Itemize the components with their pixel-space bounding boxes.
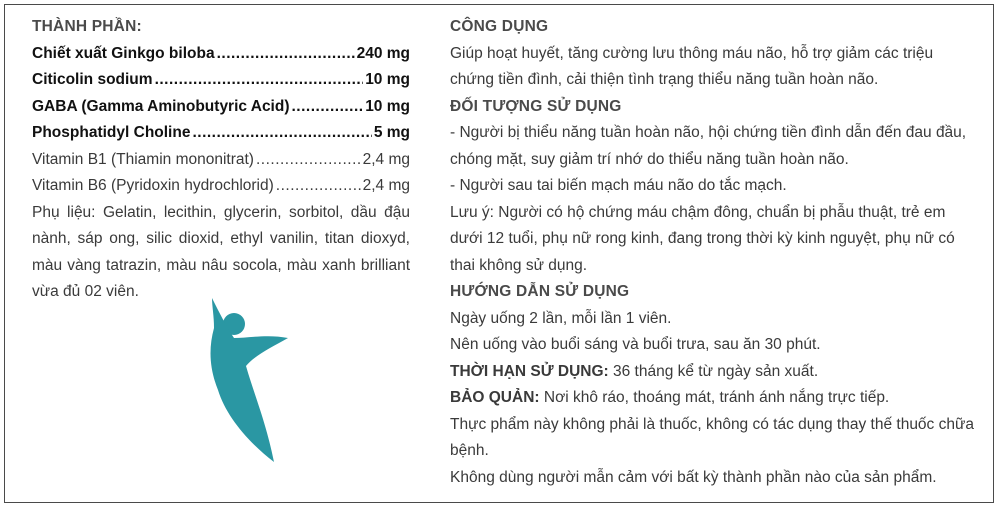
ingredients-column: [32, 14, 410, 306]
shelf-life-value: 36 tháng kể từ ngày sản xuất.: [608, 362, 819, 380]
human-figure-icon: [198, 290, 290, 468]
ingredient-amount: 10 mg: [365, 71, 410, 88]
ingredient-amount: 10 mg: [365, 97, 410, 115]
shelf-life: [450, 359, 980, 386]
ingredient-name: Chiết xuất Ginkgo biloba: [32, 44, 215, 62]
shelf-life-label: THỜI HẠN SỬ DỤNG:: [450, 362, 609, 380]
disclaimer: Không dùng người mẫn cảm với bất kỳ thành phần nào của sản phẩm.: [450, 468, 937, 486]
target-heading: ĐỐI TƯỢNG SỬ DỤNG: [450, 97, 622, 115]
dot-leader: [155, 67, 364, 94]
storage: [450, 385, 980, 412]
ingredient-row: [32, 120, 410, 147]
ingredient-name: Citicolin sodium: [32, 71, 153, 88]
dot-leader: [192, 120, 371, 147]
target-item: - Người bị thiểu năng tuần hoàn não, hội chứng tiền đình dẫn đến đau đầu, chóng mặt, suy giảm trí nhớ do thiểu năng tuần hoàn não.: [450, 124, 967, 168]
ingredient-row: [32, 173, 410, 200]
ingredients-heading: THÀNH PHẦN:: [32, 18, 142, 35]
ingredient-amount: 240 mg: [356, 44, 410, 62]
ingredient-amount: 2,4 mg: [362, 150, 410, 168]
storage-label: BẢO QUẢN:: [450, 389, 540, 406]
figure-body: [211, 298, 288, 462]
directions-line: Nên uống vào buổi sáng và buổi trưa, sau ăn 30 phút.: [450, 336, 821, 353]
ingredient-name: Phosphatidyl Choline: [32, 124, 191, 141]
info-column: [450, 14, 980, 491]
ingredient-name: Vitamin B1 (Thiamin mononitrat): [32, 150, 254, 168]
directions-line: Ngày uống 2 lần, mỗi lần 1 viên.: [450, 309, 672, 327]
excipients-text: Phụ liệu: Gelatin, lecithin, glycerin, sorbitol, dầu đậu nành, sáp ong, silic dioxid, ethyl vanilin, titan dioxyd, màu vàng tatrazin, màu nâu socola, màu xanh brilliant vừa đủ 02 viên.: [32, 203, 410, 300]
target-note: Lưu ý: Người có hộ chứng máu chậm đông, chuẩn bị phẫu thuật, trẻ em dưới 12 tuổi, phụ nữ rong kinh, đang trong thời kỳ kinh nguyệt, phụ nữ có thai không sử dụng.: [450, 203, 955, 274]
ingredient-row: [32, 94, 410, 121]
dot-leader: [276, 173, 361, 200]
dot-leader: [217, 41, 355, 68]
directions-heading: HƯỚNG DẪN SỬ DỤNG: [450, 283, 630, 300]
storage-value: Nơi khô ráo, thoáng mát, tránh ánh nắng trực tiếp.: [539, 389, 890, 406]
uses-heading: CÔNG DỤNG: [450, 18, 549, 35]
dot-leader: [256, 147, 361, 174]
uses-text: Giúp hoạt huyết, tăng cường lưu thông máu não, hỗ trợ giảm các triệu chứng tiền đình, cải thiện tình trạng thiểu năng tuần hoàn não.: [450, 44, 934, 88]
disclaimer: Thực phẩm này không phải là thuốc, không có tác dụng thay thế thuốc chữa bệnh.: [450, 415, 974, 459]
ingredient-row: [32, 67, 410, 94]
ingredient-row: [32, 41, 410, 68]
ingredient-name: Vitamin B6 (Pyridoxin hydrochlorid): [32, 177, 274, 194]
dot-leader: [292, 94, 364, 121]
ingredient-amount: 2,4 mg: [362, 177, 410, 194]
ingredient-row: [32, 147, 410, 174]
ingredient-name: GABA (Gamma Aminobutyric Acid): [32, 97, 290, 115]
ingredient-amount: 5 mg: [373, 124, 410, 141]
target-item: - Người sau tai biến mạch máu não do tắc mạch.: [450, 177, 787, 194]
